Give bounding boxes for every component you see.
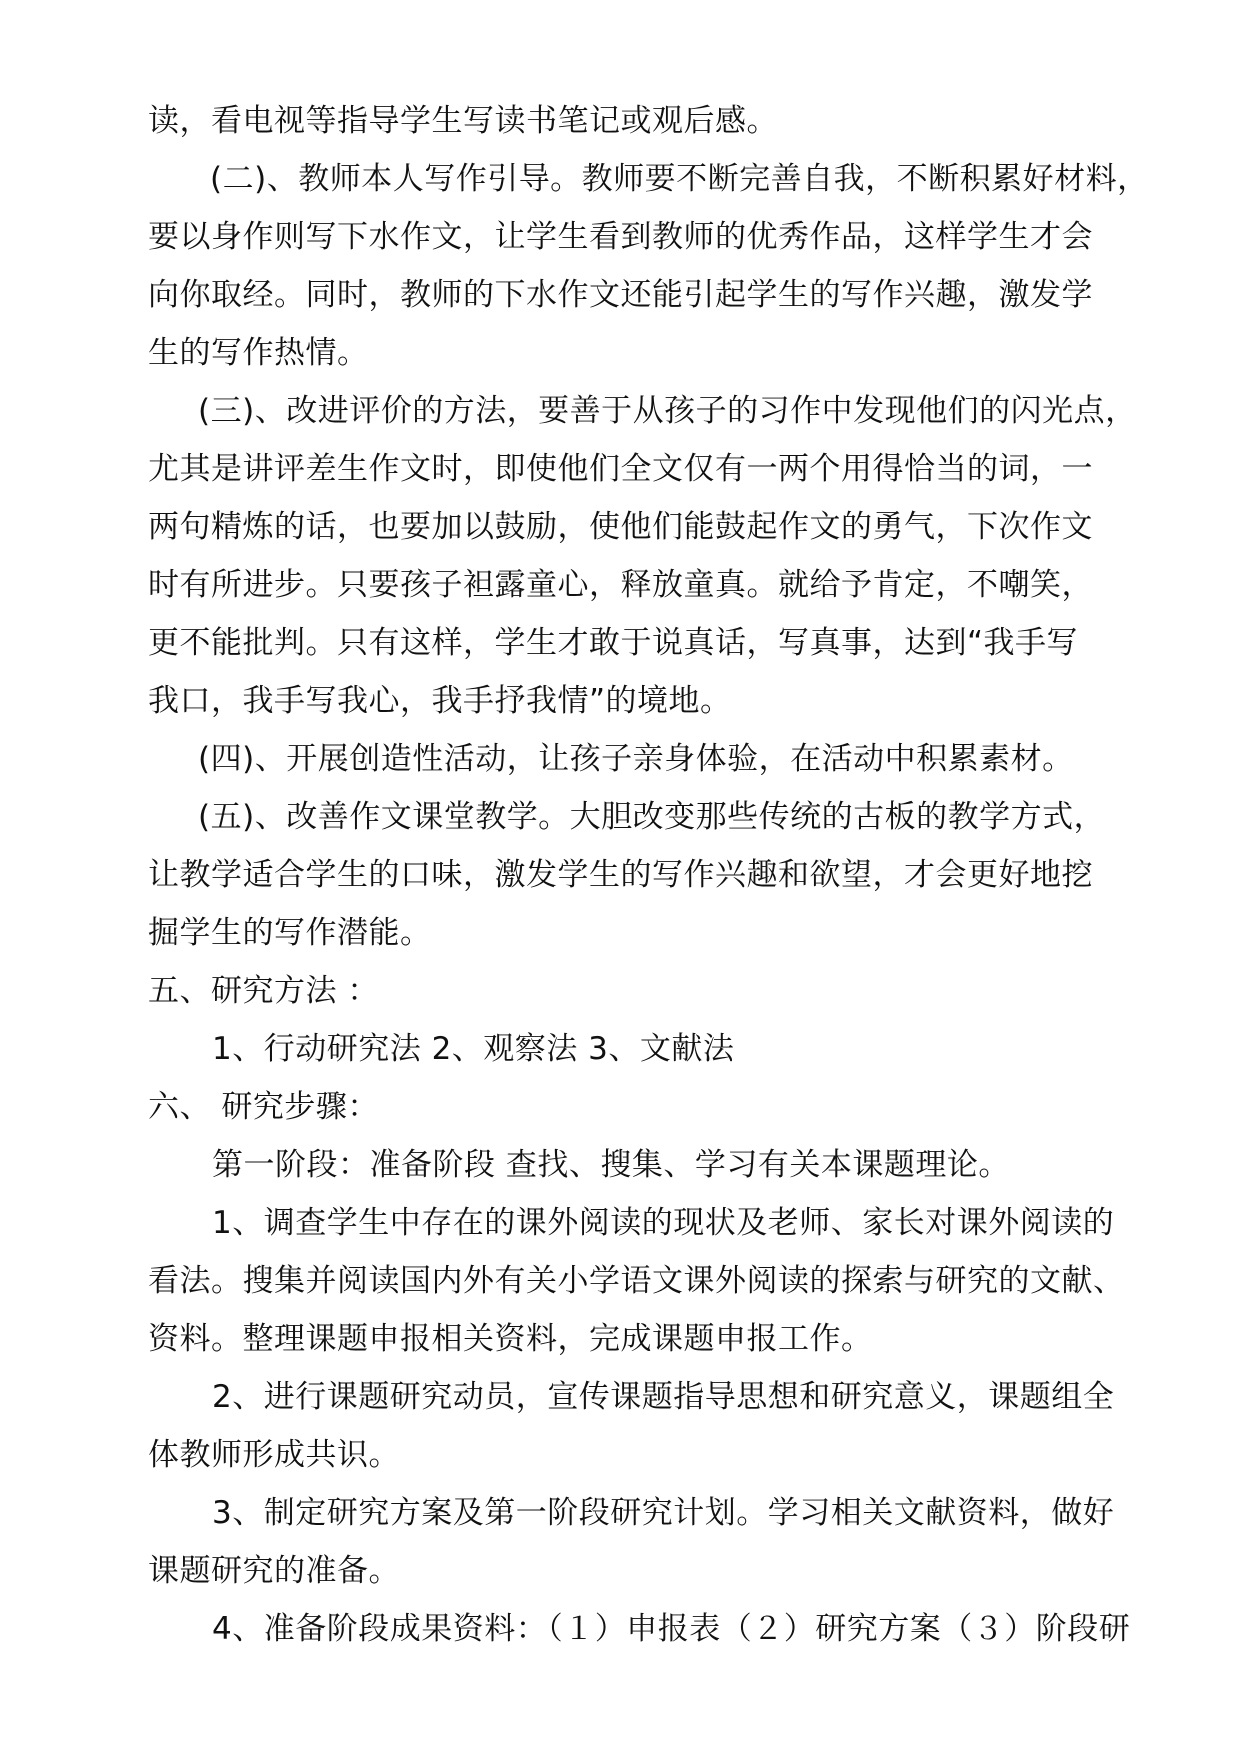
text-line: 向你取经。同时，教师的下水作文还能引起学生的写作兴趣，激发学 (148, 277, 1093, 313)
section-heading: 五、研究方法 ： (148, 973, 379, 1009)
text-line: 两句精炼的话，也要加以鼓励，使他们能鼓起作文的勇气，下次作文 (148, 509, 1093, 545)
text-line: 更不能批判。只有这样，学生才敢于说真话，写真事，达到“我手写 (148, 625, 1079, 661)
document-body (148, 92, 1148, 1658)
text-line: 2、进行课题研究动员，宣传课题指导思想和研究意义，课题组全 (212, 1379, 1115, 1415)
text-line: (二)、教师本人写作引导。教师要不断完善自我，不断积累好材料， (210, 161, 1149, 197)
text-line: 1、行动研究法 2、观察法 3、文献法 (212, 1031, 735, 1067)
text-line: 掘学生的写作潜能。 (148, 915, 432, 951)
text-line: 4、准备阶段成果资料：（１）申报表（２）研究方案（３）阶段研 (212, 1611, 1131, 1647)
text-line: 尤其是讲评差生作文时，即使他们全文仅有一两个用得恰当的词，一 (148, 451, 1093, 487)
section-heading: 六、 研究步骤： (148, 1089, 379, 1125)
text-line: 时有所进步。只要孩子袒露童心，释放童真。就给予肯定，不嘲笑， (148, 567, 1093, 603)
text-line: (五)、改善作文课堂教学。大胆改变那些传统的古板的教学方式， (198, 799, 1106, 835)
text-line: 要以身作则写下水作文，让学生看到教师的优秀作品，这样学生才会 (148, 219, 1093, 255)
text-line: 读，看电视等指导学生写读书笔记或观后感。 (148, 103, 778, 139)
text-line: 体教师形成共识。 (148, 1437, 400, 1473)
text-line: 我口，我手写我心，我手抒我情”的境地。 (148, 683, 732, 719)
text-line: 看法。搜集并阅读国内外有关小学语文课外阅读的探索与研究的文献、 (148, 1263, 1125, 1299)
text-line: 资料。整理课题申报相关资料，完成课题申报工作。 (148, 1321, 873, 1357)
text-line: 1、调查学生中存在的课外阅读的现状及老师、家长对课外阅读的 (212, 1205, 1115, 1241)
text-line: 生的写作热情。 (148, 335, 369, 371)
text-line: 3、制定研究方案及第一阶段研究计划。学习相关文献资料，做好 (212, 1495, 1115, 1531)
text-line: 第一阶段：准备阶段 查找、搜集、学习有关本课题理论。 (212, 1147, 1010, 1183)
text-line: 让教学适合学生的口味，激发学生的写作兴趣和欲望，才会更好地挖 (148, 857, 1093, 893)
text-line: 课题研究的准备。 (148, 1553, 400, 1589)
text-line: (四)、开展创造性活动，让孩子亲身体验，在活动中积累素材。 (198, 741, 1074, 777)
text-line: (三)、改进评价的方法，要善于从孩子的习作中发现他们的闪光点， (198, 393, 1137, 429)
